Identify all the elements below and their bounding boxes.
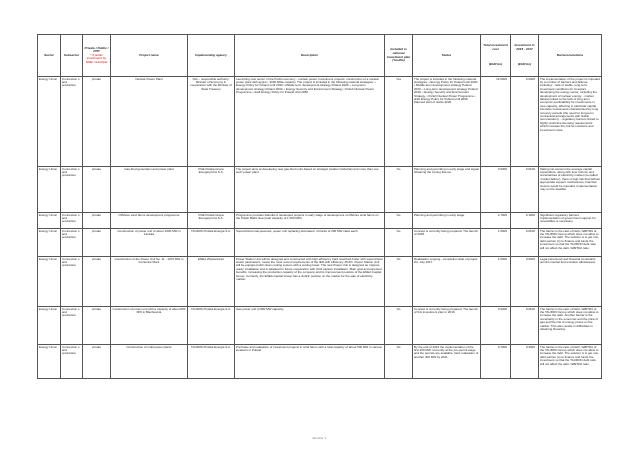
cell-description: The project aims at developing new gas-fired units based on strategic location (Gdańsk) and more than one such power plant. (235, 167, 385, 213)
header-description: Description (235, 35, 385, 77)
cell-agency: TAURON Polska Energia S.A. (188, 229, 235, 257)
header-type-label: Private / Public / PPP (84, 45, 109, 54)
cell-subsector: Connection s and production (61, 257, 83, 307)
page-footer: Identifier 3 (311, 436, 326, 440)
cell-total-cost: 12.0000 (481, 77, 511, 167)
cell-barriers: Significant regulatory barriers. Implementation of government support for renewables is necessary. (539, 213, 602, 229)
cell-investment: 0.0100 (511, 229, 539, 257)
cell-sector: Energy Union (38, 213, 61, 229)
cell-status: By the end of 2015 the implementation of the first 200 MW. Currently at the pre-permit stage and the permits are available. Next realisation of another 300 MW by 2021. (413, 345, 481, 379)
cell-agency: N/A – responsible authority: Minister of Economy in cooperation with the Minister of State Treasury (188, 77, 235, 167)
header-included: Included in national investment plan (Yes/No) (385, 35, 413, 77)
cell-status: The project is included in the following national strategies: • Energy Policy for Poland until 2030, • Middle-term development strategy Poland 2020, • Long-term development strategy Poland 2030, • Energy Security and Environment Strategy, • Polish Nuclear Power Programme • draft Energy Policy for Poland until 2050. Planned start of works 2020 (413, 77, 481, 167)
cell-type: private (83, 345, 111, 379)
cell-sector: Energy Union (38, 345, 61, 379)
cell-included: No (385, 167, 413, 213)
cell-agency: PGE Polska Grupa Energetyczna S.A. (188, 213, 235, 229)
header-investment-2015 (511, 35, 539, 77)
cell-type: private (83, 213, 111, 229)
document-page (37, 34, 601, 379)
cell-subsector: Connection s and production (61, 345, 83, 379)
table-row (38, 307, 602, 345)
cell-investment: 0.1600 (511, 213, 539, 229)
table-row (38, 167, 602, 213)
cell-status: Realisation ongoing - completion date of project 2H. July 2017. (413, 257, 481, 307)
cell-total-cost: 2.7000 (481, 213, 511, 229)
cell-sector: Energy Union (38, 229, 61, 257)
cell-status: Planning and permitting in early stage and signal obtaining the zoning licence. (413, 167, 481, 213)
cell-description: Purchase and realisation of investment projects in wind farms with a total capacity of about 500 MW in various locations in Poland. (235, 345, 385, 379)
cell-type: private (83, 307, 111, 345)
cell-total-cost: 0.7000 (481, 345, 511, 379)
cell-included: Yes (385, 77, 413, 167)
cell-subsector: Connection s and production (61, 167, 83, 213)
cell-investment: 0.0100 (511, 167, 539, 213)
cell-status: Concept is currently being prepared. The launch of 2018. (413, 229, 481, 257)
cell-barriers: Legal (structural) and financial constraints (environmental and emission allowances). (539, 257, 602, 307)
header-total-cost (481, 35, 511, 77)
cell-agency: TAURON Polska Energia S.A. (188, 345, 235, 379)
table-row (38, 213, 602, 229)
cell-type: private (83, 77, 111, 167)
cell-project-name: Construction of power unit with a capacity of about 800 MW in Blachownia (111, 307, 188, 345)
cell-type: private (83, 167, 111, 213)
cell-included: No (385, 307, 413, 345)
cell-subsector: Connection s and production (61, 229, 83, 257)
header-agency: Implementing agency (188, 35, 235, 77)
cell-barriers: Taking into account the average capital expenditure, along with time horizon and uncertainties of electricity market (so-called 'market failure'), there is high risk that without appropriate support mechanisms, financial closure would be impeded. Implementation may not be feasible. (539, 167, 602, 213)
cell-project-name: Nuclear Power Plant (111, 77, 188, 167)
cell-investment: 0.6000 (511, 257, 539, 307)
cell-type: private (83, 257, 111, 307)
cell-sector: Energy Union (38, 167, 61, 213)
cell-agency: PGE Polska Grupa Energetyczna S.A. (188, 167, 235, 213)
cell-project-name: Gas-fired generation and power plant (111, 167, 188, 213)
cell-barriers: The barrier is the ratio of Debt / EBITDA of the TAURON Group which does not allow to increase the debt. Another barrier is the uncertainty in the economic and the price of gas and the risk of energy prices on the market. This also results in difficulties in obtaining financing. (539, 307, 602, 345)
cell-investment: 0.0100 (511, 307, 539, 345)
cell-total-cost: 1.5000 (481, 229, 511, 257)
cell-included: No (385, 257, 413, 307)
header-status: Status (413, 35, 481, 77)
cell-sector: Energy Union (38, 257, 61, 307)
cell-description: Power Station Unit will be designed and constructed with high-efficiency hard coal-fired boiler with supercritical steam parameters, meets the most recent requirements of the IED with efficiency 45.6%. Power Station Unit will be equipped with clean cooling system with a cooling tower. The new Power Unit is designed as 'capture ready' installation and is adapted for future cooperation with CO2 capture installation. Main goal and expected benefits: increasing the production capacity of the company and its improvement position of the ENEA Capital Group. Currently, the ENEA Capital Group has a 'deficit' position on the market for the sale of electricity market. (235, 257, 385, 307)
cell-agency: ENEA Wytwarzanie (188, 257, 235, 307)
cell-description: Gas power unit of 800 MW capacity. (235, 307, 385, 345)
header-barriers: Barriers/solutions (539, 35, 602, 77)
cell-sector: Energy Union (38, 307, 61, 345)
cell-investment: 0.6000 (511, 77, 539, 167)
cell-description: Launching new sector of the Polish economy - nuclear power. Investment projects: construction of a nuclear power plant with approx. 3000 MWe capacity. The project is included in the following national strategies: • Energy Policy for Poland until 2030 • Middle-term development strategy Poland 2020, • Long-term development strategy Poland 2030, • Energy Security and Environment Strategy • Polish Nuclear Power Programme • draft Energy Policy for Poland until 2050. (235, 77, 385, 167)
header-sector: Sector (38, 35, 61, 77)
cell-description: Supercritical coal-powered, power unit replacing eliminated, 4 blocks of 200 MW class each. (235, 229, 385, 257)
table-row (38, 345, 602, 379)
header-type (83, 35, 111, 77)
cell-type: private (83, 229, 111, 257)
cell-project-name: Construction of power unit of about 1000 MW in Łaziska (111, 229, 188, 257)
cell-subsector: Connection s and production (61, 213, 83, 229)
cell-barriers: The barrier is the ratio of Debt / EBITDA of the TAURON Group which does not allow to increase the debt. The solution is to get non-debt partner (s) to finance and funds the investment so that the TAURON debt ratio will not affect the debt / EBITDA ratio. (539, 345, 602, 379)
header-inv-label: Investment in 2015 - 2017 (514, 43, 535, 51)
header-total-label: Total investment cost (483, 43, 508, 51)
cell-barriers: The implementation of the project is impeded by a number of barriers and failures, including: - lack of stable, long-term investment conditions for investors developing the energy sector, including the development of nuclear energy, - market failures linked to the lack of long-term economic predictability for investments in new capacity, affecting in particular capital intensive investments characterised by long recovery periods (the need for long-term contractual arrangements with stable remuneration), - regulatory barriers linked to highly restrictive licensing requirements which increase the risk for investors and investment costs. (539, 77, 602, 167)
cell-project-name: Construction of the Power Unit No. 11 - 1070 MW in Kozienice Plant (111, 257, 188, 307)
cell-project-name: Construction of multi-power plants (111, 345, 188, 379)
cell-investment: 0.3000 (511, 345, 539, 379)
cell-project-name: Offshore wind farms development programme (111, 213, 188, 229)
cell-sector: Energy Union (38, 77, 61, 167)
cell-subsector: Connection s and production (61, 77, 83, 167)
cell-total-cost: 0.6000 (481, 167, 511, 213)
table-row (38, 229, 602, 257)
table-row (38, 77, 602, 167)
cell-description: Programme provides Rebuild of developed projects in early stage of development of offshore wind farms on the Polish Baltic Sea (total capacity of 1 000 MW) (235, 213, 385, 229)
cell-barriers: The barrier is the ratio of Debt / EBITDA of the TAURON Group which does not allow to increase the debt. The solution is to get non-debt partner (s) to finance and funds the investment so that the TAURON debt ratio will not affect the debt / EBITDA ratio. (539, 229, 602, 257)
header-inv-unit: (EUR bn) (517, 62, 532, 67)
cell-status: Planning and permitting in early stage. (413, 213, 481, 229)
cell-included: No (385, 229, 413, 257)
cell-total-cost: 1.5000 (481, 257, 511, 307)
header-project-name: Project name (111, 35, 188, 77)
header-total-unit: (EUR bn) (488, 62, 503, 67)
header-type-note: * if public investment by SOE/ municipal (85, 52, 108, 64)
table-row (38, 257, 602, 307)
table-header-row (38, 35, 602, 77)
cell-total-cost: 0.6200 (481, 307, 511, 345)
cell-included: No (385, 213, 413, 229)
cell-included: No (385, 345, 413, 379)
investment-table (37, 34, 602, 379)
cell-agency: TAURON Polska Energia S.A. (188, 307, 235, 345)
cell-subsector: Connection s and production (61, 307, 83, 345)
cell-status: Concept is currently being prepared. The launch of this investment plan in 2016. (413, 307, 481, 345)
header-subsector: Subsector (61, 35, 83, 77)
